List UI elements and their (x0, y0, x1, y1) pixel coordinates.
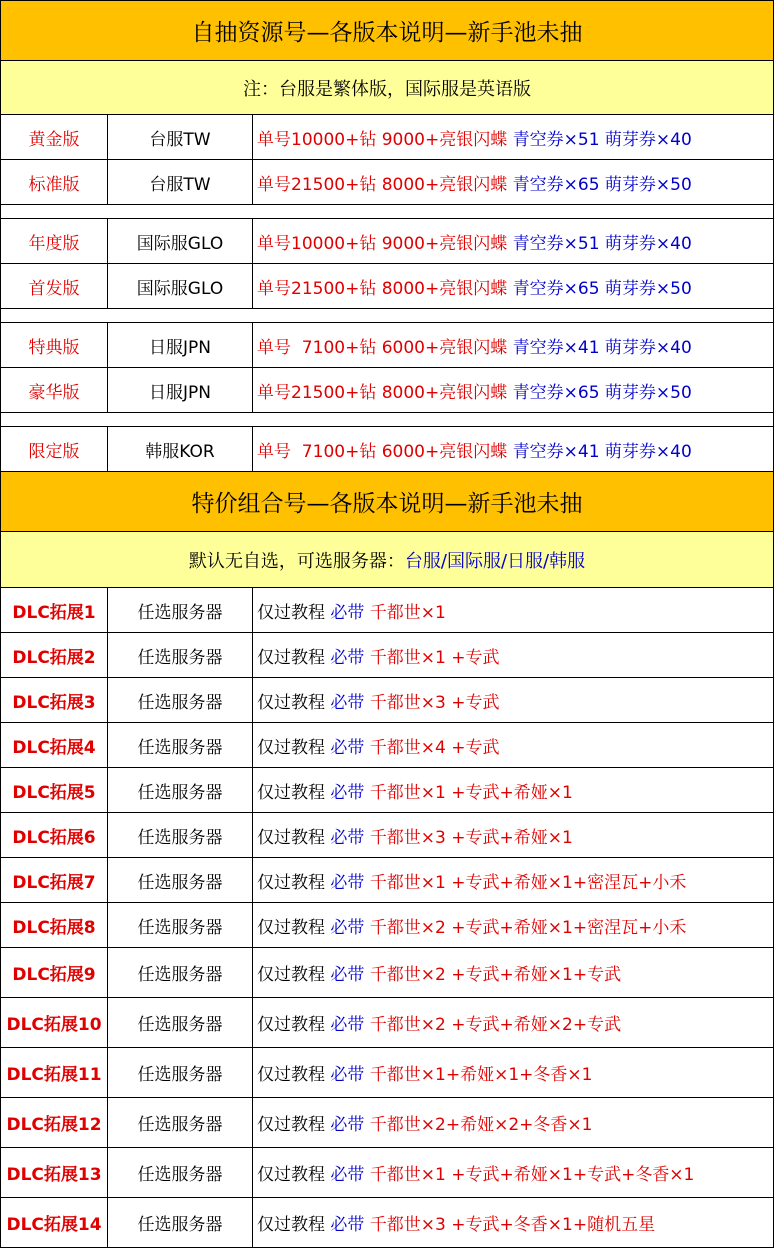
dlc-content: 千都世×2 +专武+希娅×1+密涅瓦+小禾 (369, 917, 687, 938)
dlc-server: 任选服务器 (108, 588, 253, 632)
dlc-name: DLC拓展8 (1, 903, 108, 947)
section2-note-row (1, 532, 774, 588)
dlc-row (1, 1148, 774, 1198)
edition-name: 标准版 (1, 160, 108, 204)
dlc-content: 千都世×2 +专武+希娅×2+专武 (369, 1015, 622, 1035)
edition-name: 黄金版 (1, 115, 108, 159)
dlc-detail (253, 633, 774, 677)
dlc-name: DLC拓展2 (1, 633, 108, 677)
section1-note-row (1, 61, 774, 115)
edition-main: 单号21500+钻 8000+亮银闪蝶 (257, 278, 508, 299)
dlc-row (1, 678, 774, 723)
dlc-server: 任选服务器 (108, 678, 253, 722)
dlc-row (1, 813, 774, 858)
dlc-server: 任选服务器 (108, 1148, 253, 1197)
dlc-must: 必带 (330, 1015, 365, 1035)
edition-detail (253, 368, 774, 412)
dlc-must: 必带 (330, 737, 365, 758)
section1-note: 注：台服是繁体版，国际服是英语版 (1, 61, 774, 114)
edition-tickets: 青空券×41 萌芽券×40 (512, 337, 692, 358)
edition-tickets: 青空券×41 萌芽券×40 (512, 441, 692, 462)
dlc-server: 任选服务器 (108, 858, 253, 902)
dlc-prefix: 仅过教程 (257, 737, 325, 758)
edition-row (1, 115, 774, 160)
dlc-server: 任选服务器 (108, 948, 253, 997)
dlc-content: 千都世×4 +专武 (369, 737, 500, 758)
dlc-name: DLC拓展12 (1, 1098, 108, 1147)
dlc-name: DLC拓展11 (1, 1048, 108, 1097)
edition-row (1, 427, 774, 472)
edition-row (1, 264, 774, 309)
dlc-content: 千都世×2 +专武+希娅×1+专武 (369, 965, 622, 985)
dlc-server: 任选服务器 (108, 768, 253, 812)
edition-server: 国际服GLO (108, 264, 253, 308)
edition-tickets: 青空券×65 萌芽券×50 (512, 278, 692, 299)
dlc-name: DLC拓展7 (1, 858, 108, 902)
dlc-row (1, 723, 774, 768)
dlc-row (1, 768, 774, 813)
dlc-content: 千都世×1 +专武 (369, 647, 500, 668)
dlc-detail (253, 1148, 774, 1197)
dlc-prefix: 仅过教程 (257, 1215, 325, 1235)
dlc-must: 必带 (330, 692, 365, 713)
edition-detail (253, 115, 774, 159)
dlc-detail (253, 1198, 774, 1247)
dlc-detail (253, 678, 774, 722)
dlc-content: 千都世×1 +专武+希娅×1+密涅瓦+小禾 (369, 872, 687, 893)
edition-detail (253, 323, 774, 367)
dlc-name: DLC拓展5 (1, 768, 108, 812)
edition-detail (253, 427, 774, 471)
dlc-detail (253, 1098, 774, 1147)
edition-detail (253, 160, 774, 204)
dlc-prefix: 仅过教程 (257, 872, 325, 893)
dlc-detail (253, 903, 774, 947)
edition-row (1, 219, 774, 264)
dlc-row (1, 858, 774, 903)
edition-server: 台服TW (108, 160, 253, 204)
dlc-name: DLC拓展3 (1, 678, 108, 722)
dlc-must: 必带 (330, 782, 365, 803)
dlc-content: 千都世×2+希娅×2+冬香×1 (369, 1115, 593, 1135)
dlc-content: 千都世×1 +专武+希娅×1 (369, 782, 573, 803)
edition-row (1, 368, 774, 413)
dlc-must: 必带 (330, 827, 365, 848)
dlc-name: DLC拓展9 (1, 948, 108, 997)
section2-title-row (1, 472, 774, 532)
dlc-detail (253, 768, 774, 812)
dlc-server: 任选服务器 (108, 1048, 253, 1097)
dlc-content: 千都世×1 +专武+希娅×1+专武+冬香×1 (369, 1165, 695, 1185)
dlc-name: DLC拓展4 (1, 723, 108, 767)
dlc-row (1, 633, 774, 678)
dlc-name: DLC拓展13 (1, 1148, 108, 1197)
dlc-row (1, 903, 774, 948)
dlc-server: 任选服务器 (108, 723, 253, 767)
dlc-server: 任选服务器 (108, 813, 253, 857)
dlc-name: DLC拓展6 (1, 813, 108, 857)
dlc-server: 任选服务器 (108, 633, 253, 677)
section1-title: 自抽资源号—各版本说明—新手池未抽 (1, 1, 774, 60)
dlc-prefix: 仅过教程 (257, 965, 325, 985)
group-spacer (1, 309, 774, 323)
edition-row (1, 160, 774, 205)
dlc-server: 任选服务器 (108, 1098, 253, 1147)
edition-main: 单号10000+钻 9000+亮银闪蝶 (257, 129, 508, 150)
edition-tickets: 青空券×51 萌芽券×40 (512, 233, 692, 254)
edition-detail (253, 219, 774, 263)
dlc-prefix: 仅过教程 (257, 692, 325, 713)
edition-main: 单号 7100+钻 6000+亮银闪蝶 (257, 337, 508, 358)
edition-server: 韩服KOR (108, 427, 253, 471)
dlc-must: 必带 (330, 1065, 365, 1085)
dlc-detail (253, 723, 774, 767)
group-spacer (1, 205, 774, 219)
edition-server: 日服JPN (108, 323, 253, 367)
dlc-must: 必带 (330, 1115, 365, 1135)
edition-name: 豪华版 (1, 368, 108, 412)
dlc-prefix: 仅过教程 (257, 1065, 325, 1085)
dlc-must: 必带 (330, 1215, 365, 1235)
dlc-content: 千都世×3 +专武+希娅×1 (369, 827, 573, 848)
dlc-name: DLC拓展10 (1, 998, 108, 1047)
dlc-row (1, 1098, 774, 1148)
edition-name: 年度版 (1, 219, 108, 263)
dlc-must: 必带 (330, 917, 365, 938)
edition-name: 特典版 (1, 323, 108, 367)
dlc-must: 必带 (330, 1165, 365, 1185)
dlc-detail (253, 813, 774, 857)
dlc-prefix: 仅过教程 (257, 647, 325, 668)
dlc-content: 千都世×1+希娅×1+冬香×1 (369, 1065, 593, 1085)
dlc-prefix: 仅过教程 (257, 782, 325, 803)
dlc-row (1, 998, 774, 1048)
edition-main: 单号 7100+钻 6000+亮银闪蝶 (257, 441, 508, 462)
dlc-prefix: 仅过教程 (257, 827, 325, 848)
edition-detail (253, 264, 774, 308)
edition-tickets: 青空券×51 萌芽券×40 (512, 129, 692, 150)
dlc-prefix: 仅过教程 (257, 1165, 325, 1185)
dlc-detail (253, 1048, 774, 1097)
section2-note (1, 532, 774, 587)
edition-tickets: 青空券×65 萌芽券×50 (512, 174, 692, 195)
dlc-prefix: 仅过教程 (257, 602, 325, 623)
dlc-prefix: 仅过教程 (257, 1115, 325, 1135)
edition-name: 首发版 (1, 264, 108, 308)
edition-main: 单号10000+钻 9000+亮银闪蝶 (257, 233, 508, 254)
dlc-must: 必带 (330, 602, 365, 623)
dlc-row (1, 1198, 774, 1248)
edition-name: 限定版 (1, 427, 108, 471)
dlc-row (1, 588, 774, 633)
edition-tickets: 青空券×65 萌芽券×50 (512, 382, 692, 403)
section1-title-row (1, 1, 774, 61)
group-spacer (1, 413, 774, 427)
edition-server: 台服TW (108, 115, 253, 159)
dlc-detail (253, 858, 774, 902)
dlc-row (1, 948, 774, 998)
dlc-row (1, 1048, 774, 1098)
dlc-name: DLC拓展1 (1, 588, 108, 632)
section2-title: 特价组合号—各版本说明—新手池未抽 (1, 472, 774, 531)
dlc-detail (253, 948, 774, 997)
dlc-must: 必带 (330, 647, 365, 668)
dlc-name: DLC拓展14 (1, 1198, 108, 1247)
edition-server: 国际服GLO (108, 219, 253, 263)
dlc-content: 千都世×1 (369, 602, 446, 623)
dlc-must: 必带 (330, 872, 365, 893)
dlc-must: 必带 (330, 965, 365, 985)
dlc-detail (253, 998, 774, 1047)
dlc-content: 千都世×3 +专武 (369, 692, 500, 713)
dlc-server: 任选服务器 (108, 998, 253, 1047)
section2-note-servers: 台服/国际服/日服/韩服 (404, 550, 586, 572)
edition-server: 日服JPN (108, 368, 253, 412)
dlc-detail (253, 588, 774, 632)
edition-main: 单号21500+钻 8000+亮银闪蝶 (257, 174, 508, 195)
edition-row (1, 323, 774, 368)
dlc-content: 千都世×3 +专武+冬香×1+随机五星 (369, 1215, 656, 1235)
dlc-prefix: 仅过教程 (257, 1015, 325, 1035)
dlc-server: 任选服务器 (108, 1198, 253, 1247)
dlc-prefix: 仅过教程 (257, 917, 325, 938)
section2-note-prefix: 默认无自选，可选服务器： (188, 550, 405, 572)
edition-main: 单号21500+钻 8000+亮银闪蝶 (257, 382, 508, 403)
dlc-server: 任选服务器 (108, 903, 253, 947)
